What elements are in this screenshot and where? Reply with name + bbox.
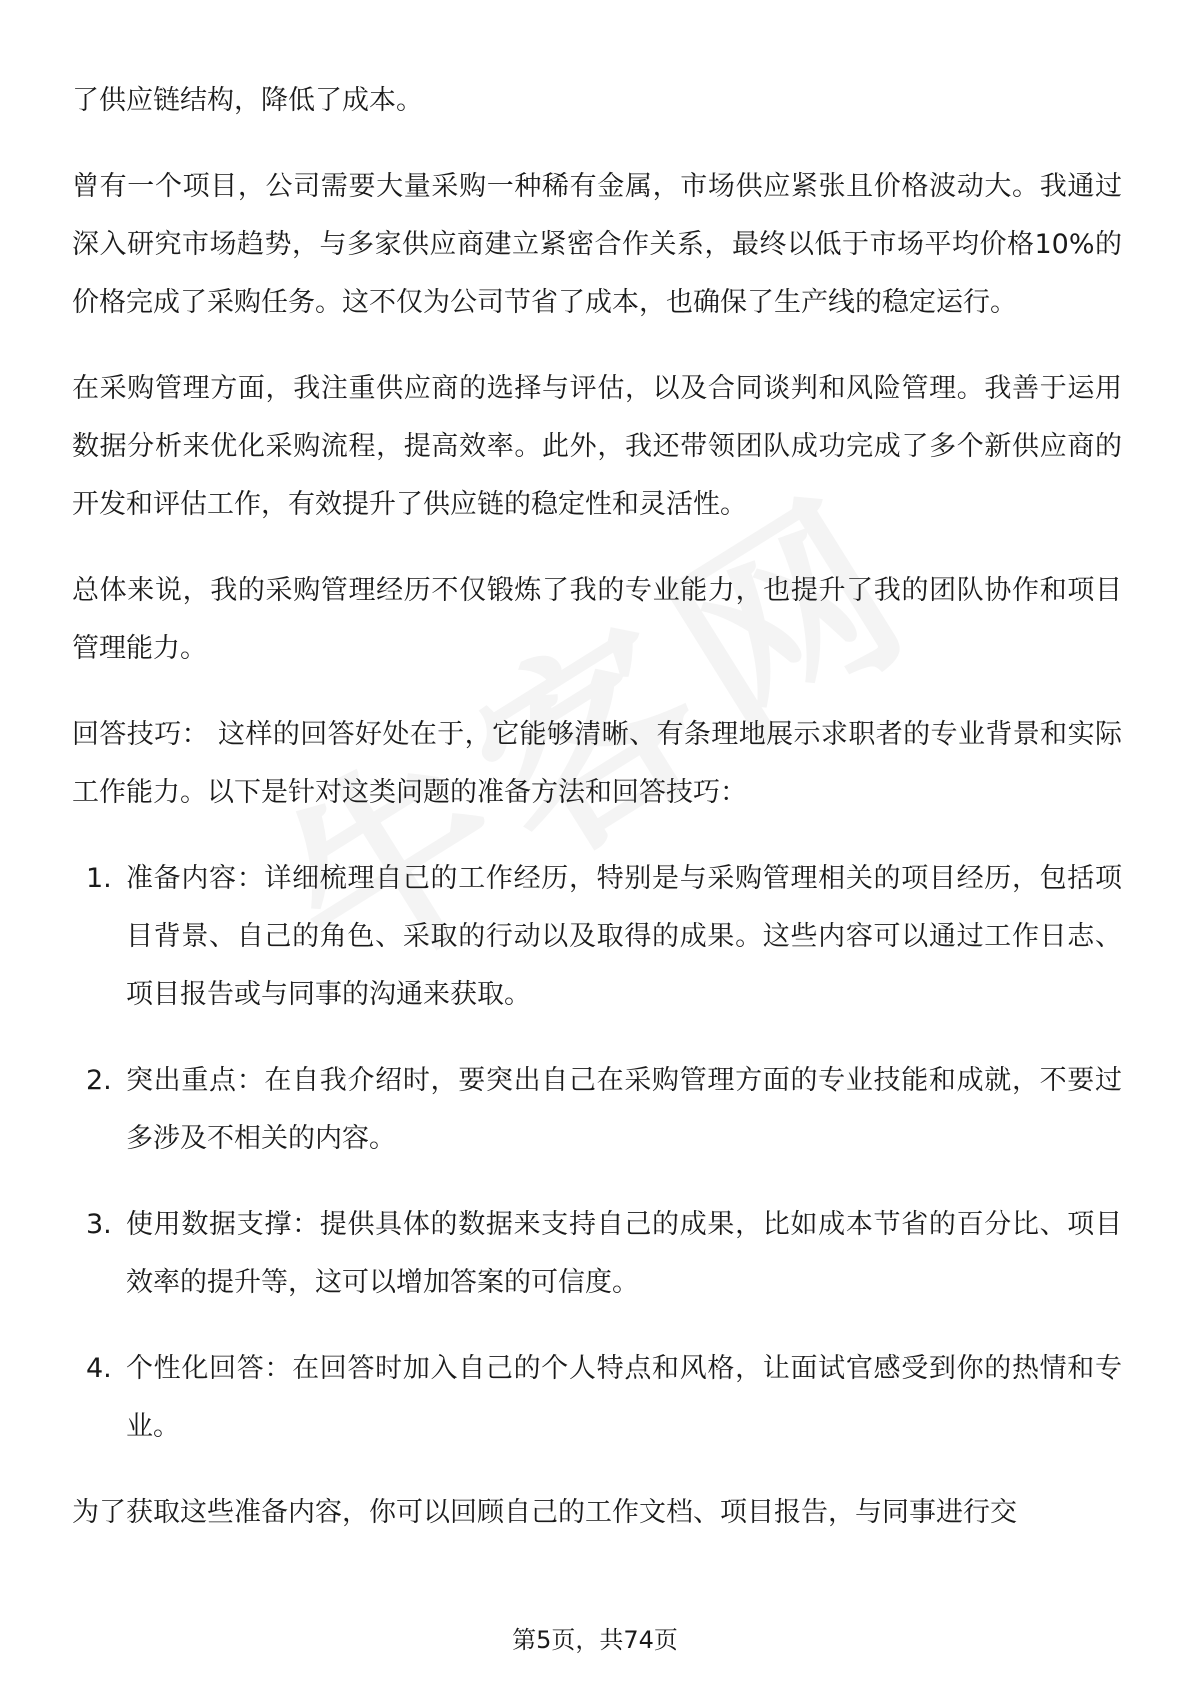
list-item (72, 1196, 1122, 1312)
page-number: 第5页，共74页 (512, 1626, 678, 1654)
paragraph-procurement-management: 在采购管理方面，我注重供应商的选择与评估，以及合同谈判和风险管理。我善于运用数据分析来优化采购流程，提高效率。此外，我还带领团队成功完成了多个新供应商的开发和评估工作，有效提升了供应链的稳定性和灵活性。 (72, 373, 1122, 520)
paragraph-summary: 总体来说，我的采购管理经历不仅锻炼了我的专业能力，也提升了我的团队协作和项目管理能力。 (72, 575, 1122, 664)
list-number: 1. (86, 863, 112, 894)
list-item-text: 使用数据支撑：提供具体的数据来支持自己的成果，比如成本节省的百分比、项目效率的提升等，这可以增加答案的可信度。 (126, 1209, 1122, 1298)
list-item-text: 个性化回答：在回答时加入自己的个人特点和风格，让面试官感受到你的热情和专业。 (126, 1353, 1122, 1442)
document-body (72, 72, 1122, 1570)
paragraph-answer-tips: 回答技巧： 这样的回答好处在于，它能够清晰、有条理地展示求职者的专业背景和实际工作能力。以下是针对这类问题的准备方法和回答技巧： (72, 719, 1122, 808)
list-item-text: 准备内容：详细梳理自己的工作经历，特别是与采购管理相关的项目经历，包括项目背景、自己的角色、采取的行动以及取得的成果。这些内容可以通过工作日志、项目报告或与同事的沟通来获取。 (126, 863, 1122, 1010)
paragraph-continued: 了供应链结构，降低了成本。 (72, 85, 423, 116)
list-number: 3. (86, 1209, 112, 1240)
list-item (72, 1340, 1122, 1456)
paragraph-preparation: 为了获取这些准备内容，你可以回顾自己的工作文档、项目报告，与同事进行交 (72, 1497, 1017, 1528)
list-item (72, 1052, 1122, 1168)
list-number: 2. (86, 1065, 112, 1096)
tips-list (72, 850, 1122, 1456)
list-number: 4. (86, 1353, 112, 1384)
list-item-text: 突出重点：在自我介绍时，要突出自己在采购管理方面的专业技能和成就，不要过多涉及不相关的内容。 (126, 1065, 1122, 1154)
list-item (72, 850, 1122, 1024)
paragraph-project-example: 曾有一个项目，公司需要大量采购一种稀有金属，市场供应紧张且价格波动大。我通过深入研究市场趋势，与多家供应商建立紧密合作关系，最终以低于市场平均价格10%的价格完成了采购任务。这不仅为公司节省了成本，也确保了生产线的稳定运行。 (72, 171, 1122, 318)
